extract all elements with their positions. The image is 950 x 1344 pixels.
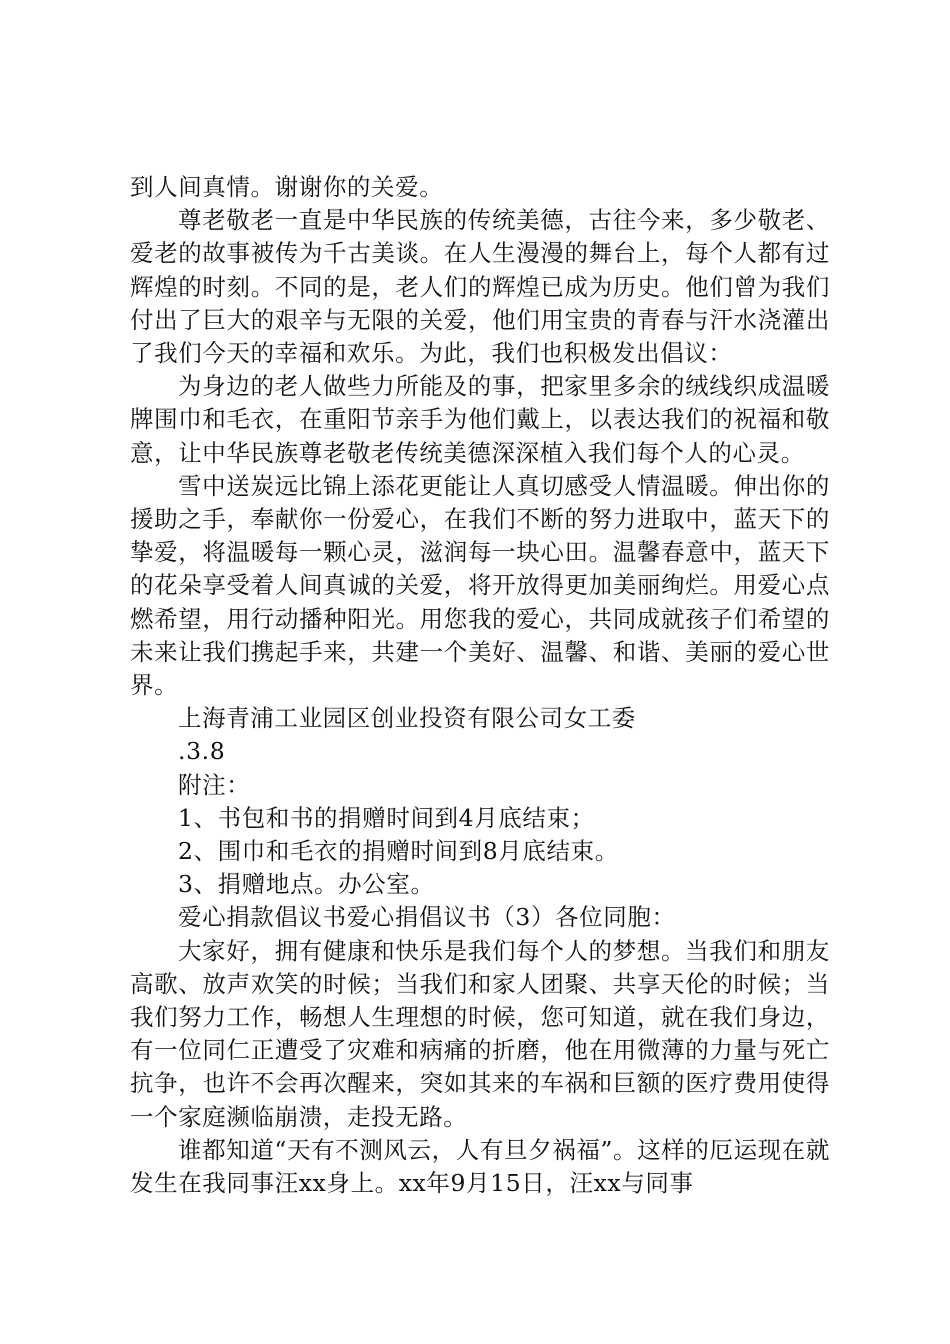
paragraph-knitting-appeal: 为身边的老人做些力所能及的事，把家里多余的绒线织成温暖牌围巾和毛衣，在重阳节亲手为他们戴上，以表达我们的祝福和敬意，让中华民族尊老敬老传统美德深深植入我们每个人的心灵。 — [130, 372, 830, 467]
signature-organization: 上海青浦工业园区创业投资有限公司女工委 — [178, 704, 636, 733]
paragraph-misfortune: 谁都知道“天有不测风云，人有旦夕祸福”。这样的厄运现在就发生在我同事汪xx身上。xx年9月15日，汪xx与同事 — [130, 1135, 830, 1198]
signature-date: .3.8 — [178, 737, 226, 766]
note-item-2: 2、围巾和毛衣的捐赠时间到8月底结束。 — [178, 837, 619, 866]
paragraph-respect-elders: 尊老敬老一直是中华民族的传统美德，古往今来，多少敬老、爱老的故事被传为千古美谈。在人生漫漫的舞台上，每个人都有过辉煌的时刻。不同的是，老人们的辉煌已成为历史。他们曾为我们付出了巨大的艰辛与无限的关爱，他们用宝贵的青春与汗水浇灌出了我们今天的幸福和欢乐。为此，我们也积极发出倡议： — [130, 206, 830, 368]
notes-heading: 附注： — [178, 770, 251, 799]
paragraph-greeting: 大家好，拥有健康和快乐是我们每个人的梦想。当我们和朋友高歌、放声欢笑的时候；当我们和家人团聚、共享天伦的时候；当我们努力工作，畅想人生理想的时候，您可知道，就在我们身边，有一位同仁正遭受了灾难和病痛的折磨，他在用微薄的力量与死亡抗争，也许不会再次醒来，突如其来的车祸和巨额的医疗费用使得一个家庭濒临崩溃，走投无路。 — [130, 936, 830, 1131]
section-heading-donation: 爱心捐款倡议书爱心捐倡议书（3）各位同胞： — [178, 903, 676, 932]
paragraph-continuation: 到人间真情。谢谢你的关爱。 — [130, 173, 444, 201]
document-body — [130, 171, 830, 1200]
note-item-1: 1、书包和书的捐赠时间到4月底结束； — [178, 803, 595, 832]
paragraph-charity-appeal: 雪中送炭远比锦上添花更能让人真切感受人情温暖。伸出你的援助之手，奉献你一份爱心，在我们不断的努力进取中，蓝天下的挚爱，将温暖每一颗心灵，滋润每一块心田。温馨春意中，蓝天下的花朵享受着人间真诚的关爱，将开放得更加美丽绚烂。用爱心点燃希望，用行动播种阳光。用您我的爱心，共同成就孩子们希望的未来让我们携起手来，共建一个美好、温馨、和谐、美丽的爱心世界。 — [130, 471, 830, 700]
note-item-3: 3、捐赠地点。办公室。 — [178, 870, 435, 899]
